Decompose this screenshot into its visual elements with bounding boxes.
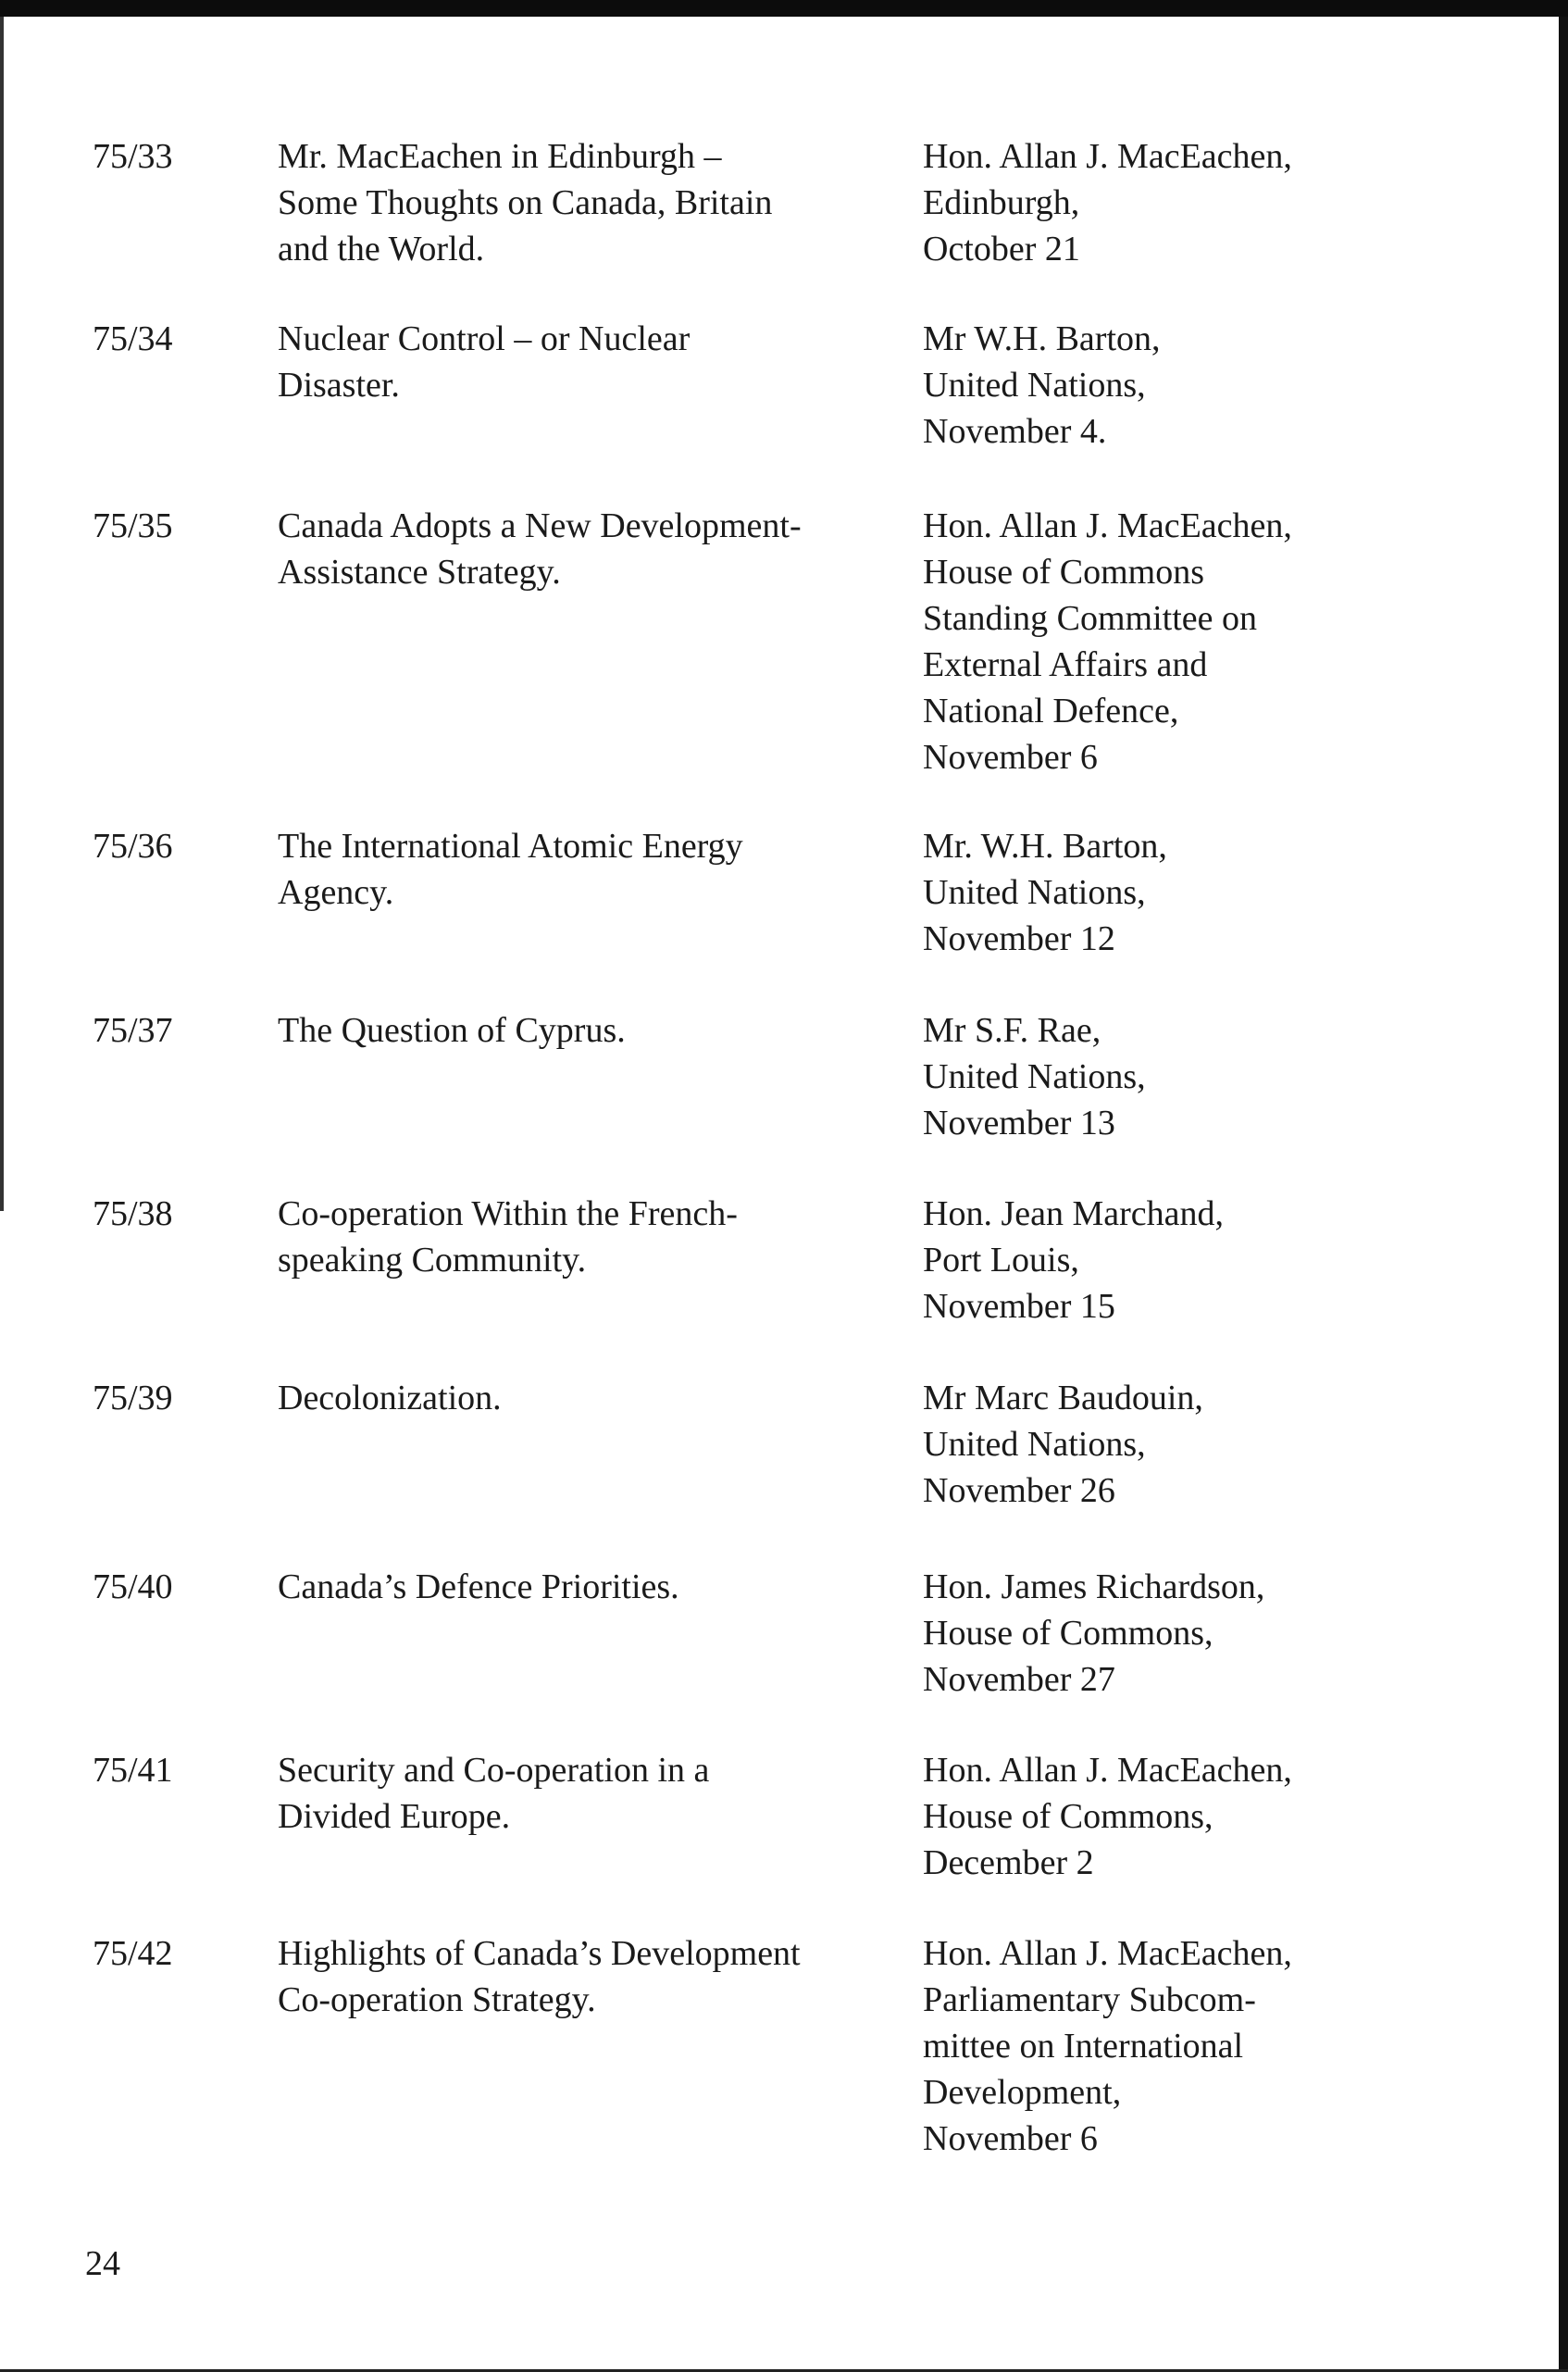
statement-title: Canada Adopts a New Development- Assistance Strategy. (278, 506, 802, 592)
scan-right-border (1559, 17, 1568, 2372)
statement-title: Highlights of Canada’s Development Co-operation Strategy. (278, 1934, 801, 2019)
statement-number: 75/34 (93, 319, 173, 358)
statement-title: Canada’s Defence Priorities. (278, 1567, 679, 1606)
statement-title: Co-operation Within the French- speaking Community. (278, 1194, 738, 1280)
scan-left-border (0, 17, 4, 1211)
statement-speaker: Mr. W.H. Barton, United Nations, November 12 (923, 827, 1167, 958)
statement-speaker: Hon. Allan J. MacEachen, House of Commons, December 2 (923, 1751, 1292, 1882)
statement-title: Mr. MacEachen in Edinburgh – Some Thoughts on Canada, Britain and the World. (278, 137, 773, 268)
statement-number: 75/41 (93, 1751, 173, 1790)
statement-speaker: Mr W.H. Barton, United Nations, November 4. (923, 319, 1161, 451)
statement-title: The Question of Cyprus. (278, 1011, 626, 1050)
statement-number: 75/33 (93, 137, 173, 176)
statement-number: 75/37 (93, 1011, 173, 1050)
statement-speaker: Hon. Jean Marchand, Port Louis, November 15 (923, 1194, 1225, 1326)
statement-title: The International Atomic Energy Agency. (278, 827, 743, 912)
statement-number: 75/36 (93, 827, 173, 866)
statement-speaker: Mr S.F. Rae, United Nations, November 13 (923, 1011, 1146, 1142)
statement-speaker: Hon. Allan J. MacEachen, Parliamentary Subcom- mittee on International Development, November 6 (923, 1934, 1292, 2158)
statement-number: 75/38 (93, 1194, 173, 1233)
statement-title: Decolonization. (278, 1379, 502, 1417)
statement-number: 75/40 (93, 1567, 173, 1606)
scan-top-border (0, 0, 1568, 17)
page-number: 24 (85, 2244, 120, 2283)
statement-title: Security and Co-operation in a Divided Europe. (278, 1751, 710, 1836)
statement-speaker: Hon. James Richardson, House of Commons, November 27 (923, 1567, 1265, 1699)
statement-speaker: Hon. Allan J. MacEachen, House of Commons Standing Committee on External Affairs and National Defence, November 6 (923, 506, 1292, 777)
statement-speaker: Mr Marc Baudouin, United Nations, November 26 (923, 1379, 1203, 1510)
statement-title: Nuclear Control – or Nuclear Disaster. (278, 319, 691, 405)
statement-speaker: Hon. Allan J. MacEachen, Edinburgh, October 21 (923, 137, 1292, 268)
statement-number: 75/39 (93, 1379, 173, 1417)
statement-number: 75/35 (93, 506, 173, 545)
statement-number: 75/42 (93, 1934, 173, 1973)
